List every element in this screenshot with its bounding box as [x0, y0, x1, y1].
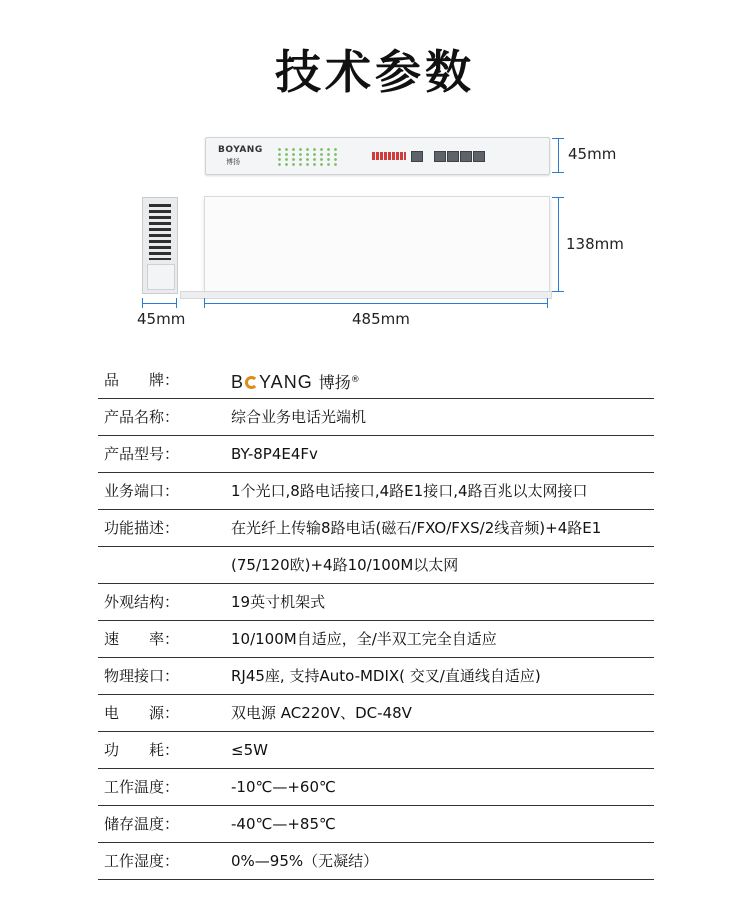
spec-value: -10℃—+60℃: [231, 778, 336, 796]
spec-value: 综合业务电话光端机: [231, 408, 367, 426]
dim-line-side-height: [142, 303, 177, 304]
spec-row: [98, 436, 654, 473]
spec-value: RJ45座, 支持Auto-MDIX( 交叉/直通线自适应): [231, 667, 541, 685]
dim-tick: [552, 291, 564, 292]
spec-label: 物理接口：: [104, 667, 180, 685]
dim-tick: [552, 197, 564, 198]
vent-grille: [149, 204, 171, 260]
spec-row: [98, 769, 654, 806]
dim-label-front-height: 45mm: [568, 145, 617, 163]
brand-letter: B: [231, 372, 245, 392]
ethernet-port-icon: [473, 151, 485, 162]
dim-label-width: 485mm: [352, 310, 410, 328]
spec-row: [98, 399, 654, 436]
spec-row: [98, 695, 654, 732]
dip-switches: [372, 152, 406, 160]
indicator-leds: [276, 147, 338, 167]
spec-row: [98, 584, 654, 621]
spec-row: [98, 547, 654, 584]
panel-logo: BOYANG: [218, 145, 263, 155]
brand-letters: YANG: [259, 372, 313, 392]
spec-label: 电 源：: [104, 704, 180, 722]
brand-cn: 博扬: [318, 373, 351, 392]
spec-value: 双电源 AC220V、DC-48V: [231, 704, 412, 722]
dim-tick: [552, 172, 564, 173]
spec-row: [98, 658, 654, 695]
spec-row: [98, 510, 654, 547]
device-front-panel: [205, 137, 550, 175]
spec-table: [98, 362, 654, 880]
spec-value: 1个光口,8路电话接口,4路E1接口,4路百兆以太网接口: [231, 482, 588, 500]
spec-value: ≤5W: [231, 741, 268, 759]
dim-tick: [547, 298, 548, 308]
dim-tick: [176, 298, 177, 308]
spec-label: 品 牌：: [104, 371, 180, 389]
dim-line-width: [204, 303, 548, 304]
spec-label: 储存温度：: [104, 815, 180, 833]
panel-logo-sub: 博扬: [226, 158, 240, 166]
spec-value: 10/100M自适应，全/半双工完全自适应: [231, 630, 497, 648]
spec-row: [98, 473, 654, 510]
dim-line-front-height: [558, 138, 559, 173]
ethernet-port-icon: [460, 151, 472, 162]
device-top-view: [204, 196, 550, 294]
spec-row: [98, 843, 654, 880]
spec-value: (75/120欧)+4路10/100M以太网: [231, 556, 459, 574]
spec-label: 功 耗：: [104, 741, 180, 759]
dim-tick: [552, 138, 564, 139]
dim-tick: [142, 298, 143, 308]
device-rack-rail: [180, 291, 552, 299]
registered-mark: ®: [350, 375, 360, 385]
spec-value: 19英寸机架式: [231, 593, 326, 611]
ethernet-port-icon: [447, 151, 459, 162]
spec-label: 业务端口：: [104, 482, 180, 500]
spec-row: [98, 621, 654, 658]
spec-value: 在光纤上传输8路电话(磁石/FXO/FXS/2线音频)+4路E1: [231, 519, 602, 537]
spec-label: 速 率：: [104, 630, 180, 648]
spec-row: [98, 806, 654, 843]
console-port-icon: [411, 151, 423, 162]
ethernet-port-icon: [434, 151, 446, 162]
dim-tick: [204, 298, 205, 308]
rack-ear: [147, 264, 175, 290]
brand-logo: [231, 362, 360, 401]
spec-label: 工作温度：: [104, 778, 180, 796]
spec-value: 0%—95%（无凝结）: [231, 852, 379, 870]
spec-row-brand: [98, 362, 654, 399]
spec-label: 产品名称：: [104, 408, 180, 426]
dim-line-depth: [558, 197, 559, 292]
spec-label: 外观结构：: [104, 593, 180, 611]
device-side-view: [142, 197, 178, 294]
spec-label: 工作湿度：: [104, 852, 180, 870]
spec-value: -40℃—+85℃: [231, 815, 336, 833]
spec-label: 功能描述：: [104, 519, 180, 537]
dim-label-depth: 138mm: [566, 235, 624, 253]
brand-o-icon: [245, 376, 258, 389]
spec-value: BY-8P4E4Fv: [231, 445, 318, 463]
page-title: 技术参数: [275, 45, 475, 99]
dim-label-side-height: 45mm: [137, 310, 186, 328]
spec-row: [98, 732, 654, 769]
spec-label: 产品型号：: [104, 445, 180, 463]
